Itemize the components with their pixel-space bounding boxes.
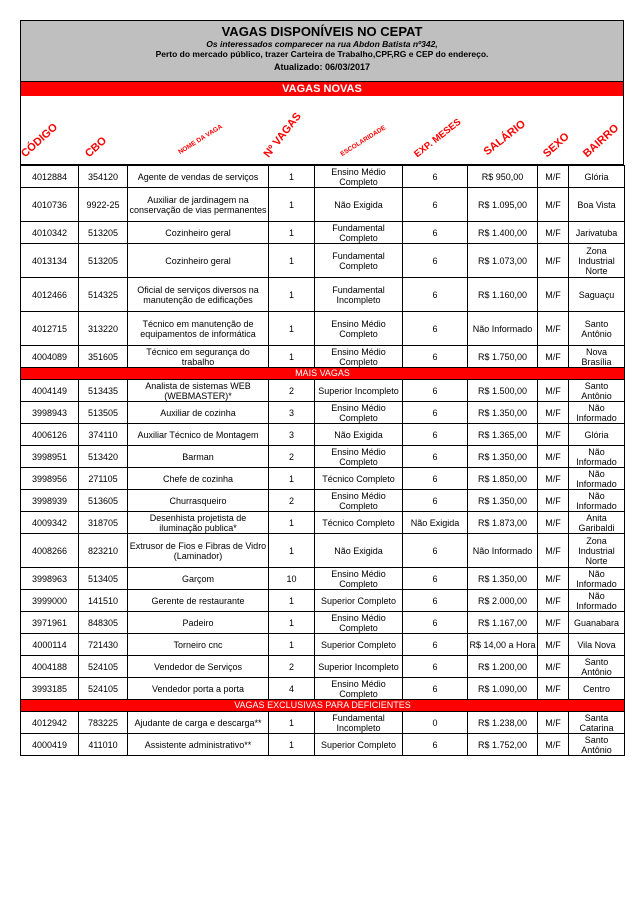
cell-exp: 0 [403,712,468,734]
cell-code: 4012884 [21,166,79,188]
cell-salary: Não Informado [468,534,538,568]
cell-exp: 6 [403,568,468,590]
cell-cbo: 374110 [79,424,128,446]
cell-exp: 6 [403,312,468,346]
cell-salary: R$ 950,00 [468,166,538,188]
cell-sex: M/F [538,468,569,490]
cell-salary: R$ 1.090,00 [468,678,538,700]
table-row [21,568,625,590]
cell-qty: 1 [269,712,315,734]
cell-edu: Ensino Médio Completo [315,568,403,590]
cell-name: Técnico em manutenção de equipamentos de informática [128,312,269,346]
cell-cbo: 313220 [79,312,128,346]
cell-name: Garçom [128,568,269,590]
cell-sex: M/F [538,380,569,402]
cell-qty: 1 [269,512,315,534]
cell-sex: M/F [538,678,569,700]
table-row [21,346,625,368]
cell-code: 4004089 [21,346,79,368]
cell-name: Técnico em segurança do trabalho [128,346,269,368]
cell-salary: R$ 1.365,00 [468,424,538,446]
cell-edu: Superior Incompleto [315,380,403,402]
cell-salary: R$ 2.000,00 [468,590,538,612]
cell-cbo: 513435 [79,380,128,402]
cell-salary: R$ 1.350,00 [468,568,538,590]
cell-qty: 1 [269,278,315,312]
cell-district: Não Informado [569,590,625,612]
cell-sex: M/F [538,634,569,656]
cell-code: 3993185 [21,678,79,700]
cell-name: Cozinheiro geral [128,222,269,244]
cell-district: Santo Antônio [569,656,625,678]
cell-district: Boa Vista [569,188,625,222]
cell-district: Zona Industrial Norte [569,244,625,278]
cell-cbo: 823210 [79,534,128,568]
cell-salary: R$ 1.873,00 [468,512,538,534]
cell-name: Auxiliar de jardinagem na conservação de vias permanentes [128,188,269,222]
cell-salary: R$ 1.167,00 [468,612,538,634]
cell-cbo: 514325 [79,278,128,312]
table-row [21,590,625,612]
cell-exp: 6 [403,402,468,424]
table-row [21,734,625,756]
table-row [21,188,625,222]
column-header-district: BAIRRO [580,122,622,160]
cell-cbo: 513205 [79,222,128,244]
cell-salary: R$ 1.350,00 [468,402,538,424]
cell-district: Zona Industrial Norte [569,534,625,568]
cell-edu: Ensino Médio Completo [315,166,403,188]
cell-code: 4012942 [21,712,79,734]
cell-exp: 6 [403,490,468,512]
cell-sex: M/F [538,656,569,678]
cell-qty: 2 [269,446,315,468]
cell-name: Vendedor porta a porta [128,678,269,700]
cell-qty: 1 [269,734,315,756]
cell-exp: 6 [403,222,468,244]
cell-name: Assistente administrativo** [128,734,269,756]
cell-edu: Fundamental Completo [315,222,403,244]
column-header-exp: EXP. MESES [412,116,464,160]
cell-sex: M/F [538,346,569,368]
cell-edu: Ensino Médio Completo [315,612,403,634]
cell-qty: 1 [269,166,315,188]
cell-name: Barman [128,446,269,468]
cell-salary: Não Informado [468,312,538,346]
cell-sex: M/F [538,166,569,188]
cell-code: 4010736 [21,188,79,222]
cell-name: Padeiro [128,612,269,634]
cell-code: 3998963 [21,568,79,590]
cell-district: Glória [569,166,625,188]
table-row [21,468,625,490]
cell-qty: 3 [269,402,315,424]
cell-exp: 6 [403,278,468,312]
cell-edu: Ensino Médio Completo [315,402,403,424]
cell-edu: Superior Completo [315,590,403,612]
cell-district: Nova Brasília [569,346,625,368]
column-header-code: CÓDIGO [18,121,61,160]
cell-exp: 6 [403,656,468,678]
cell-cbo: 141510 [79,590,128,612]
cell-cbo: 9922-25 [79,188,128,222]
cell-code: 3998956 [21,468,79,490]
cell-salary: R$ 1.095,00 [468,188,538,222]
cell-sex: M/F [538,222,569,244]
cell-code: 3998951 [21,446,79,468]
column-headers [20,96,624,165]
cell-edu: Ensino Médio Completo [315,346,403,368]
cell-qty: 1 [269,534,315,568]
cell-edu: Técnico Completo [315,468,403,490]
cell-code: 3998939 [21,490,79,512]
table-row [21,244,625,278]
cell-qty: 4 [269,678,315,700]
cell-cbo: 524105 [79,656,128,678]
new-jobs-banner: VAGAS NOVAS [20,82,624,96]
cell-code: 4006126 [21,424,79,446]
cell-code: 4009342 [21,512,79,534]
updated-date: Atualizado: 06/03/2017 [273,62,371,72]
cell-cbo: 513605 [79,490,128,512]
cell-code: 4004149 [21,380,79,402]
cell-qty: 1 [269,346,315,368]
cell-cbo: 513205 [79,244,128,278]
cell-name: Analista de sistemas WEB (WEBMASTER)* [128,380,269,402]
cell-qty: 2 [269,380,315,402]
table-row [21,380,625,402]
cell-district: Não Informado [569,490,625,512]
cell-edu: Não Exigida [315,534,403,568]
cell-name: Chefe de cozinha [128,468,269,490]
cell-edu: Ensino Médio Completo [315,312,403,346]
cell-salary: R$ 1.073,00 [468,244,538,278]
cell-district: Santo Antônio [569,312,625,346]
cell-salary: R$ 1.750,00 [468,346,538,368]
cell-salary: R$ 1.350,00 [468,446,538,468]
cell-qty: 10 [269,568,315,590]
cell-code: 4000114 [21,634,79,656]
table-row [21,446,625,468]
cell-exp: 6 [403,612,468,634]
cell-sex: M/F [538,402,569,424]
cell-district: Não Informado [569,568,625,590]
cell-sex: M/F [538,512,569,534]
section-title: VAGAS EXCLUSIVAS PARA DEFICIENTES [21,700,625,712]
cell-district: Jarivatuba [569,222,625,244]
cell-name: Oficial de serviços diversos na manutenção de edificações [128,278,269,312]
cell-qty: 1 [269,634,315,656]
cell-qty: 1 [269,244,315,278]
cell-district: Santa Catarina [569,712,625,734]
cell-name: Desenhista projetista de iluminação publica* [128,512,269,534]
cell-district: Santo Antônio [569,734,625,756]
cell-exp: 6 [403,634,468,656]
cell-district: Santo Antônio [569,380,625,402]
table-row [21,678,625,700]
cell-code: 4008266 [21,534,79,568]
table-row [21,634,625,656]
cell-cbo: 513405 [79,568,128,590]
section-banner-row [21,368,625,380]
cell-district: Centro [569,678,625,700]
cell-sex: M/F [538,612,569,634]
cell-sex: M/F [538,734,569,756]
cell-sex: M/F [538,490,569,512]
cell-exp: 6 [403,424,468,446]
table-row [21,534,625,568]
cell-sex: M/F [538,278,569,312]
cell-salary: R$ 1.350,00 [468,490,538,512]
table-row [21,402,625,424]
cell-code: 4012715 [21,312,79,346]
cell-exp: 6 [403,446,468,468]
cell-cbo: 848305 [79,612,128,634]
cell-salary: R$ 1.850,00 [468,468,538,490]
cell-exp: 6 [403,188,468,222]
cell-qty: 2 [269,490,315,512]
column-header-salary: SALÁRIO [481,118,529,158]
cell-name: Auxiliar de cozinha [128,402,269,424]
cell-code: 4010342 [21,222,79,244]
cell-code: 4004188 [21,656,79,678]
cell-edu: Fundamental Completo [315,244,403,278]
job-listing-sheet [20,20,624,756]
cell-sex: M/F [538,712,569,734]
cell-name: Ajudante de carga e descarga** [128,712,269,734]
cell-name: Auxiliar Técnico de Montagem [128,424,269,446]
cell-sex: M/F [538,534,569,568]
cell-qty: 2 [269,656,315,678]
cell-sex: M/F [538,446,569,468]
cell-cbo: 318705 [79,512,128,534]
cell-district: Glória [569,424,625,446]
column-header-edu: ESCOLARIDADE [339,124,388,158]
cell-name: Agente de vendas de serviços [128,166,269,188]
cell-salary: R$ 1.752,00 [468,734,538,756]
cell-salary: R$ 1.500,00 [468,380,538,402]
address-note: Os interessados comparecer na rua Abdon Batista nº342, [206,39,438,49]
cell-district: Guanabara [569,612,625,634]
cell-name: Gerente de restaurante [128,590,269,612]
section-banner-row [21,700,625,712]
cell-sex: M/F [538,568,569,590]
cell-exp: Não Exigida [403,512,468,534]
table-row [21,656,625,678]
cell-cbo: 513505 [79,402,128,424]
cell-salary: R$ 1.400,00 [468,222,538,244]
table-row [21,612,625,634]
cell-edu: Fundamental Incompleto [315,712,403,734]
documents-note: Perto do mercado público, trazer Carteira de Trabalho,CPF,RG e CEP do endereço. [155,49,489,59]
cell-exp: 6 [403,380,468,402]
table-row [21,166,625,188]
cell-edu: Não Exigida [315,424,403,446]
jobs-table [20,165,625,756]
cell-district: Anita Garibaldi [569,512,625,534]
cell-edu: Superior Completo [315,634,403,656]
page-title: VAGAS DISPONÍVEIS NO CEPAT [221,24,423,39]
cell-sex: M/F [538,424,569,446]
cell-exp: 6 [403,590,468,612]
cell-district: Saguaçu [569,278,625,312]
cell-exp: 6 [403,346,468,368]
cell-name: Extrusor de Fios e Fibras de Vidro (Laminador) [128,534,269,568]
cell-salary: R$ 1.238,00 [468,712,538,734]
cell-edu: Ensino Médio Completo [315,490,403,512]
cell-cbo: 513420 [79,446,128,468]
table-row [21,712,625,734]
column-header-sex: SEXO [540,130,572,160]
cell-district: Vila Nova [569,634,625,656]
table-row [21,312,625,346]
cell-code: 4012466 [21,278,79,312]
cell-sex: M/F [538,188,569,222]
cell-exp: 6 [403,734,468,756]
cell-code: 4013134 [21,244,79,278]
section-title: MAIS VAGAS [21,368,625,380]
cell-qty: 1 [269,312,315,346]
cell-district: Não Informado [569,402,625,424]
cell-qty: 1 [269,222,315,244]
cell-district: Não Informado [569,468,625,490]
cell-qty: 1 [269,188,315,222]
cell-salary: R$ 14,00 a Hora [468,634,538,656]
cell-edu: Superior Incompleto [315,656,403,678]
cell-exp: 6 [403,244,468,278]
cell-cbo: 351605 [79,346,128,368]
cell-salary: R$ 1.200,00 [468,656,538,678]
cell-code: 3998943 [21,402,79,424]
cell-edu: Não Exigida [315,188,403,222]
cell-qty: 1 [269,468,315,490]
cell-qty: 3 [269,424,315,446]
cell-cbo: 271105 [79,468,128,490]
cell-name: Churrasqueiro [128,490,269,512]
cell-exp: 6 [403,678,468,700]
header-box [20,20,624,82]
table-row [21,490,625,512]
cell-edu: Ensino Médio Completo [315,678,403,700]
cell-salary: R$ 1.160,00 [468,278,538,312]
cell-edu: Ensino Médio Completo [315,446,403,468]
cell-name: Torneiro cnc [128,634,269,656]
cell-exp: 6 [403,166,468,188]
cell-qty: 1 [269,612,315,634]
cell-edu: Técnico Completo [315,512,403,534]
cell-code: 3971961 [21,612,79,634]
cell-cbo: 783225 [79,712,128,734]
cell-cbo: 524105 [79,678,128,700]
column-header-cbo: CBO [82,134,110,160]
cell-sex: M/F [538,312,569,346]
cell-district: Não Informado [569,446,625,468]
cell-cbo: 354120 [79,166,128,188]
table-row [21,424,625,446]
cell-cbo: 721430 [79,634,128,656]
cell-code: 4000419 [21,734,79,756]
cell-name: Vendedor de Serviços [128,656,269,678]
cell-cbo: 411010 [79,734,128,756]
cell-exp: 6 [403,534,468,568]
cell-name: Cozinheiro geral [128,244,269,278]
column-header-name: NOME DA VAGA [177,123,224,156]
cell-qty: 1 [269,590,315,612]
table-row [21,512,625,534]
cell-exp: 6 [403,468,468,490]
table-row [21,278,625,312]
cell-edu: Superior Completo [315,734,403,756]
column-header-qty: Nº VAGAS [261,110,304,160]
table-row [21,222,625,244]
cell-edu: Fundamental Incompleto [315,278,403,312]
cell-code: 3999000 [21,590,79,612]
cell-sex: M/F [538,244,569,278]
cell-sex: M/F [538,590,569,612]
